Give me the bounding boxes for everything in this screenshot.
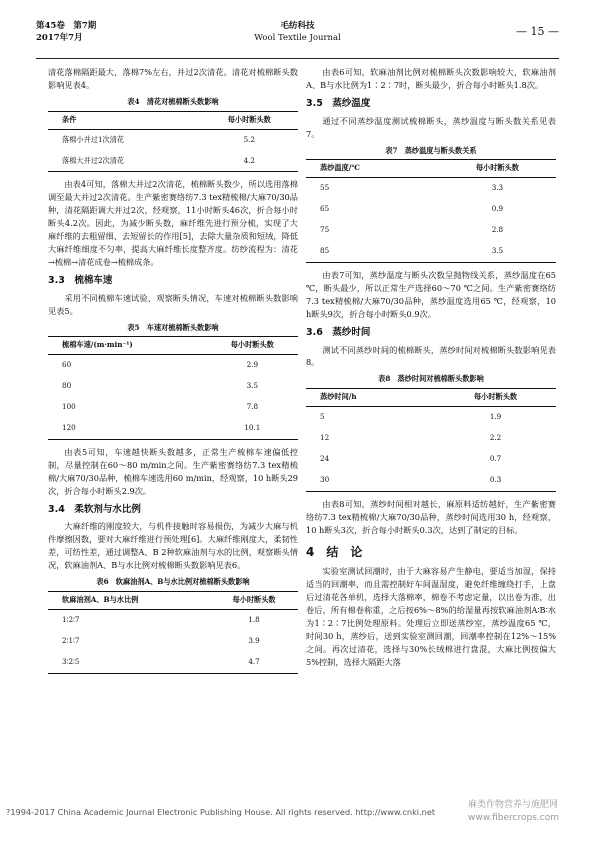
- table-cell: 120: [48, 418, 207, 439]
- table-row: [48, 418, 298, 439]
- table-cell: 2.8: [491, 225, 504, 235]
- table-cell: 3.3: [491, 183, 504, 193]
- table-8-caption: 表8 蒸纱时间对梳棉断头数影响: [378, 374, 484, 384]
- table-cell: 3.5: [246, 381, 259, 391]
- table-row: [48, 129, 298, 150]
- table-cell: 4.2: [201, 151, 298, 172]
- table-cell: 1.8: [248, 614, 260, 624]
- journal-name-en: Wool Textile Journal: [254, 33, 341, 43]
- table-row: [306, 428, 556, 449]
- copyright-footer: ?1994-2017 China Academic Journal Electronic Publishing House. All rights reserved. http://www.cnki.net: [6, 807, 436, 817]
- table-cell: 2.2: [489, 433, 502, 443]
- table-row: [48, 151, 298, 172]
- issue-date: 2017年7月: [36, 33, 83, 43]
- table-cell: 55: [320, 183, 330, 193]
- table-row: [48, 631, 298, 652]
- table-cell: 3.9: [248, 635, 260, 645]
- table-row: [48, 609, 298, 630]
- paragraph-3-5: 通过不同蒸纱温度测试梳棉断头，蒸纱温度与断头数关系见表7。: [306, 115, 556, 139]
- table-cell: 85: [306, 241, 439, 262]
- paragraph-3-3: 采用不同梳棉车速试验，观察断头情况，车速对梳棉断头数影响见表5。: [48, 292, 298, 316]
- table-row: [306, 470, 556, 491]
- table-7: [306, 159, 556, 263]
- table-header: 每小时断头数: [210, 592, 298, 610]
- paragraph-table-5: 由表5可知，车速越快断头数越多，正常生产梳棉车速偏低控制，尽量控制在60～80 m/min之间。生产紫密赛络纺7.3 tex精梳棉/大麻70/30品种，梳棉车速选用60 m/min，经观察，10 h断头29次，折合每小时断头2.9次。: [48, 446, 298, 496]
- section-3-6-heading: 3.6 蒸纱时间: [306, 326, 371, 338]
- table-cell: 落棉小并过1次清花: [62, 134, 125, 144]
- paragraph-table-6: 由表6可知，软麻油剂比例对梳棉断头次数影响较大，软麻油剂A、B与水比例为1∶2∶7时，断头最少，折合每小时断头1.8次。: [306, 67, 556, 90]
- table-row: [48, 397, 298, 418]
- table-row: [48, 355, 298, 376]
- right-column: [306, 66, 556, 671]
- table-cell: 65: [320, 204, 330, 214]
- table-cell: 80: [62, 381, 72, 391]
- table-cell: 5: [320, 412, 325, 422]
- table-header: 每小时断头数: [439, 160, 556, 178]
- table-cell: 2∶1∶7: [62, 635, 80, 645]
- table-row: [306, 241, 556, 262]
- table-cell: 24: [320, 453, 330, 463]
- table-6-caption: 表6 软麻油剂A、B与水比例对梳棉断头数影响: [96, 577, 250, 587]
- paragraph-intro: 清花落棉隔距最大，落棉7%左右，并过2次清花。清花对梳棉断头数影响见表4。: [48, 67, 298, 90]
- table-header: 蒸纱温度/℃: [306, 160, 439, 178]
- table-8: [306, 388, 556, 492]
- table-row: [306, 449, 556, 470]
- table-header: 每小时断头数: [435, 389, 556, 407]
- table-row: [48, 652, 298, 673]
- table-4-caption: 表4 清花对梳棉断头数影响: [127, 96, 219, 106]
- table-header: 蒸纱时间/h: [306, 389, 435, 407]
- table-cell: 5.2: [243, 134, 255, 144]
- paragraph-conclusion: 实验室测试回潮时，由于大麻容易产生静电，要适当加湿，保持适当的回潮率，而且需控制好车间温湿度，避免纤维缠绕打手，上盘后过清花各单机，选择大落棉率，棉卷不考虑定量，以出卷为准，出卷后，所有棉卷称重，之后按6%～8%的给湿量再按软麻油剂A∶B∶水为1∶2∶7比例处理原料。处理后立即送蒸纱室，蒸纱温度65 ℃，时间30 h，蒸纱后，送到实验室测回潮，回潮率控制在12%～15%之间。再次过清花，选择与30%长绒棉进行盘混，大麻比例按偏大5%控制，选择大隔距大落: [306, 566, 556, 667]
- table-header: 每小时断头数: [201, 111, 298, 129]
- section-4-heading: 4 结 论: [306, 545, 363, 560]
- table-cell: 0.7: [489, 453, 502, 463]
- watermark-line: www.fibercrops.com: [468, 813, 559, 823]
- table-row: [306, 178, 556, 199]
- table-cell: 75: [320, 225, 330, 235]
- table-cell: 3.5: [439, 241, 556, 262]
- table-4: [48, 111, 298, 173]
- table-cell: 100: [62, 402, 76, 412]
- watermark-line: 麻类作物营养与施肥网: [468, 800, 559, 810]
- table-cell: 2.9: [246, 360, 259, 370]
- table-5: [48, 336, 298, 440]
- table-cell: 30: [306, 470, 435, 491]
- section-3-5-heading: 3.5 蒸纱温度: [306, 97, 371, 109]
- table-cell: 60: [62, 360, 72, 370]
- watermark: [468, 799, 559, 825]
- left-column: [48, 66, 298, 680]
- table-7-caption: 表7 蒸纱温度与断头数关系: [385, 145, 477, 155]
- table-row: [306, 199, 556, 220]
- table-6: [48, 591, 298, 674]
- paragraph-table-7: 由表7可知，蒸纱温度与断头次数呈抛物线关系，蒸纱温度在65 ℃，断头最少，所以正常生产选择60～70 ℃之间。生产紫密赛络纺7.3 tex精梳棉/大麻70/30品种，蒸纱温度选用65 ℃，经观察，10 h断头9次，折合每小时断头0.9次。: [306, 269, 556, 319]
- journal-name-cn: 毛纺科技: [280, 21, 315, 31]
- table-cell: 3∶2∶5: [48, 652, 210, 673]
- table-header: 软麻油剂A、B与水比例: [48, 592, 210, 610]
- volume-issue: 第45卷 第7期: [36, 21, 97, 31]
- table-row: [306, 220, 556, 241]
- table-row: [306, 407, 556, 428]
- paragraph-table-4: 由表4可知，落棉大并过2次清花，梳棉断头数少，所以选用落棉调至最大并过2次清花。生产紫密赛络纺7.3 tex精梳棉/大麻70/30品种，清花隔距调大并过2次，经观察，11小时断头46次，折合每小时断头4.2次。因此，为减少断头数，麻纤维先进行预分梳，实现了大麻纤维的去粗留细、去短留长的作用[5]，去除大量杂质和短绒，降低大麻纤维细度不匀率，提高大麻纤维长度整齐度。纺纱流程为：清花→梳棉→清花成卷→梳棉成条。: [48, 179, 298, 267]
- table-cell: 12: [320, 433, 330, 443]
- page-number: — 15 —: [516, 25, 559, 38]
- table-cell: 落棉大并过2次清花: [48, 151, 201, 172]
- table-cell: 10.1: [207, 418, 298, 439]
- paragraph-table-8: 由表8可知，蒸纱时间相对越长，麻原料适纺越好，生产紫密赛络纺7.3 tex精梳棉/大麻70/30品种，蒸纱时间选用30 h，经观察，10 h断头3次，折合每小时断头0.3次，达到了制定的目标。: [306, 498, 556, 535]
- table-cell: 7.8: [246, 402, 259, 412]
- table-cell: 4.7: [210, 652, 298, 673]
- table-header: 每小时断头数: [207, 337, 298, 355]
- table-header: 条件: [48, 111, 201, 129]
- table-5-caption: 表5 车速对梳棉断头数影响: [127, 322, 219, 332]
- table-cell: 0.3: [435, 470, 556, 491]
- table-header: 梳棉车速/(m·min⁻¹): [48, 337, 207, 355]
- header-rule: [36, 58, 559, 59]
- table-cell: 1.9: [489, 412, 502, 422]
- paragraph-3-6: 测试不同蒸纱时间的梳棉断头，蒸纱时间对梳棉断头数影响见表8。: [306, 344, 556, 368]
- paragraph-3-4: 大麻纤维的刚度较大，与机件接触时容易损伤，为减少大麻与机件摩擦因数，要对大麻纤维进行预处理[6]。大麻纤维刚度大，柔韧性差，可纺性差，通过调整A、B 2种软麻油剂与水的比例，观察断头情况，软麻油剂A、B与水比例对梳棉断头数影响见表6。: [48, 521, 298, 571]
- table-cell: 1∶2∶7: [62, 614, 80, 624]
- table-row: [48, 376, 298, 397]
- journal-name: [36, 20, 559, 44]
- section-3-4-heading: 3.4 柔软剂与水比例: [48, 503, 141, 515]
- table-cell: 0.9: [491, 204, 504, 214]
- section-3-3-heading: 3.3 梳棉车速: [48, 274, 113, 286]
- page-header: [36, 20, 559, 56]
